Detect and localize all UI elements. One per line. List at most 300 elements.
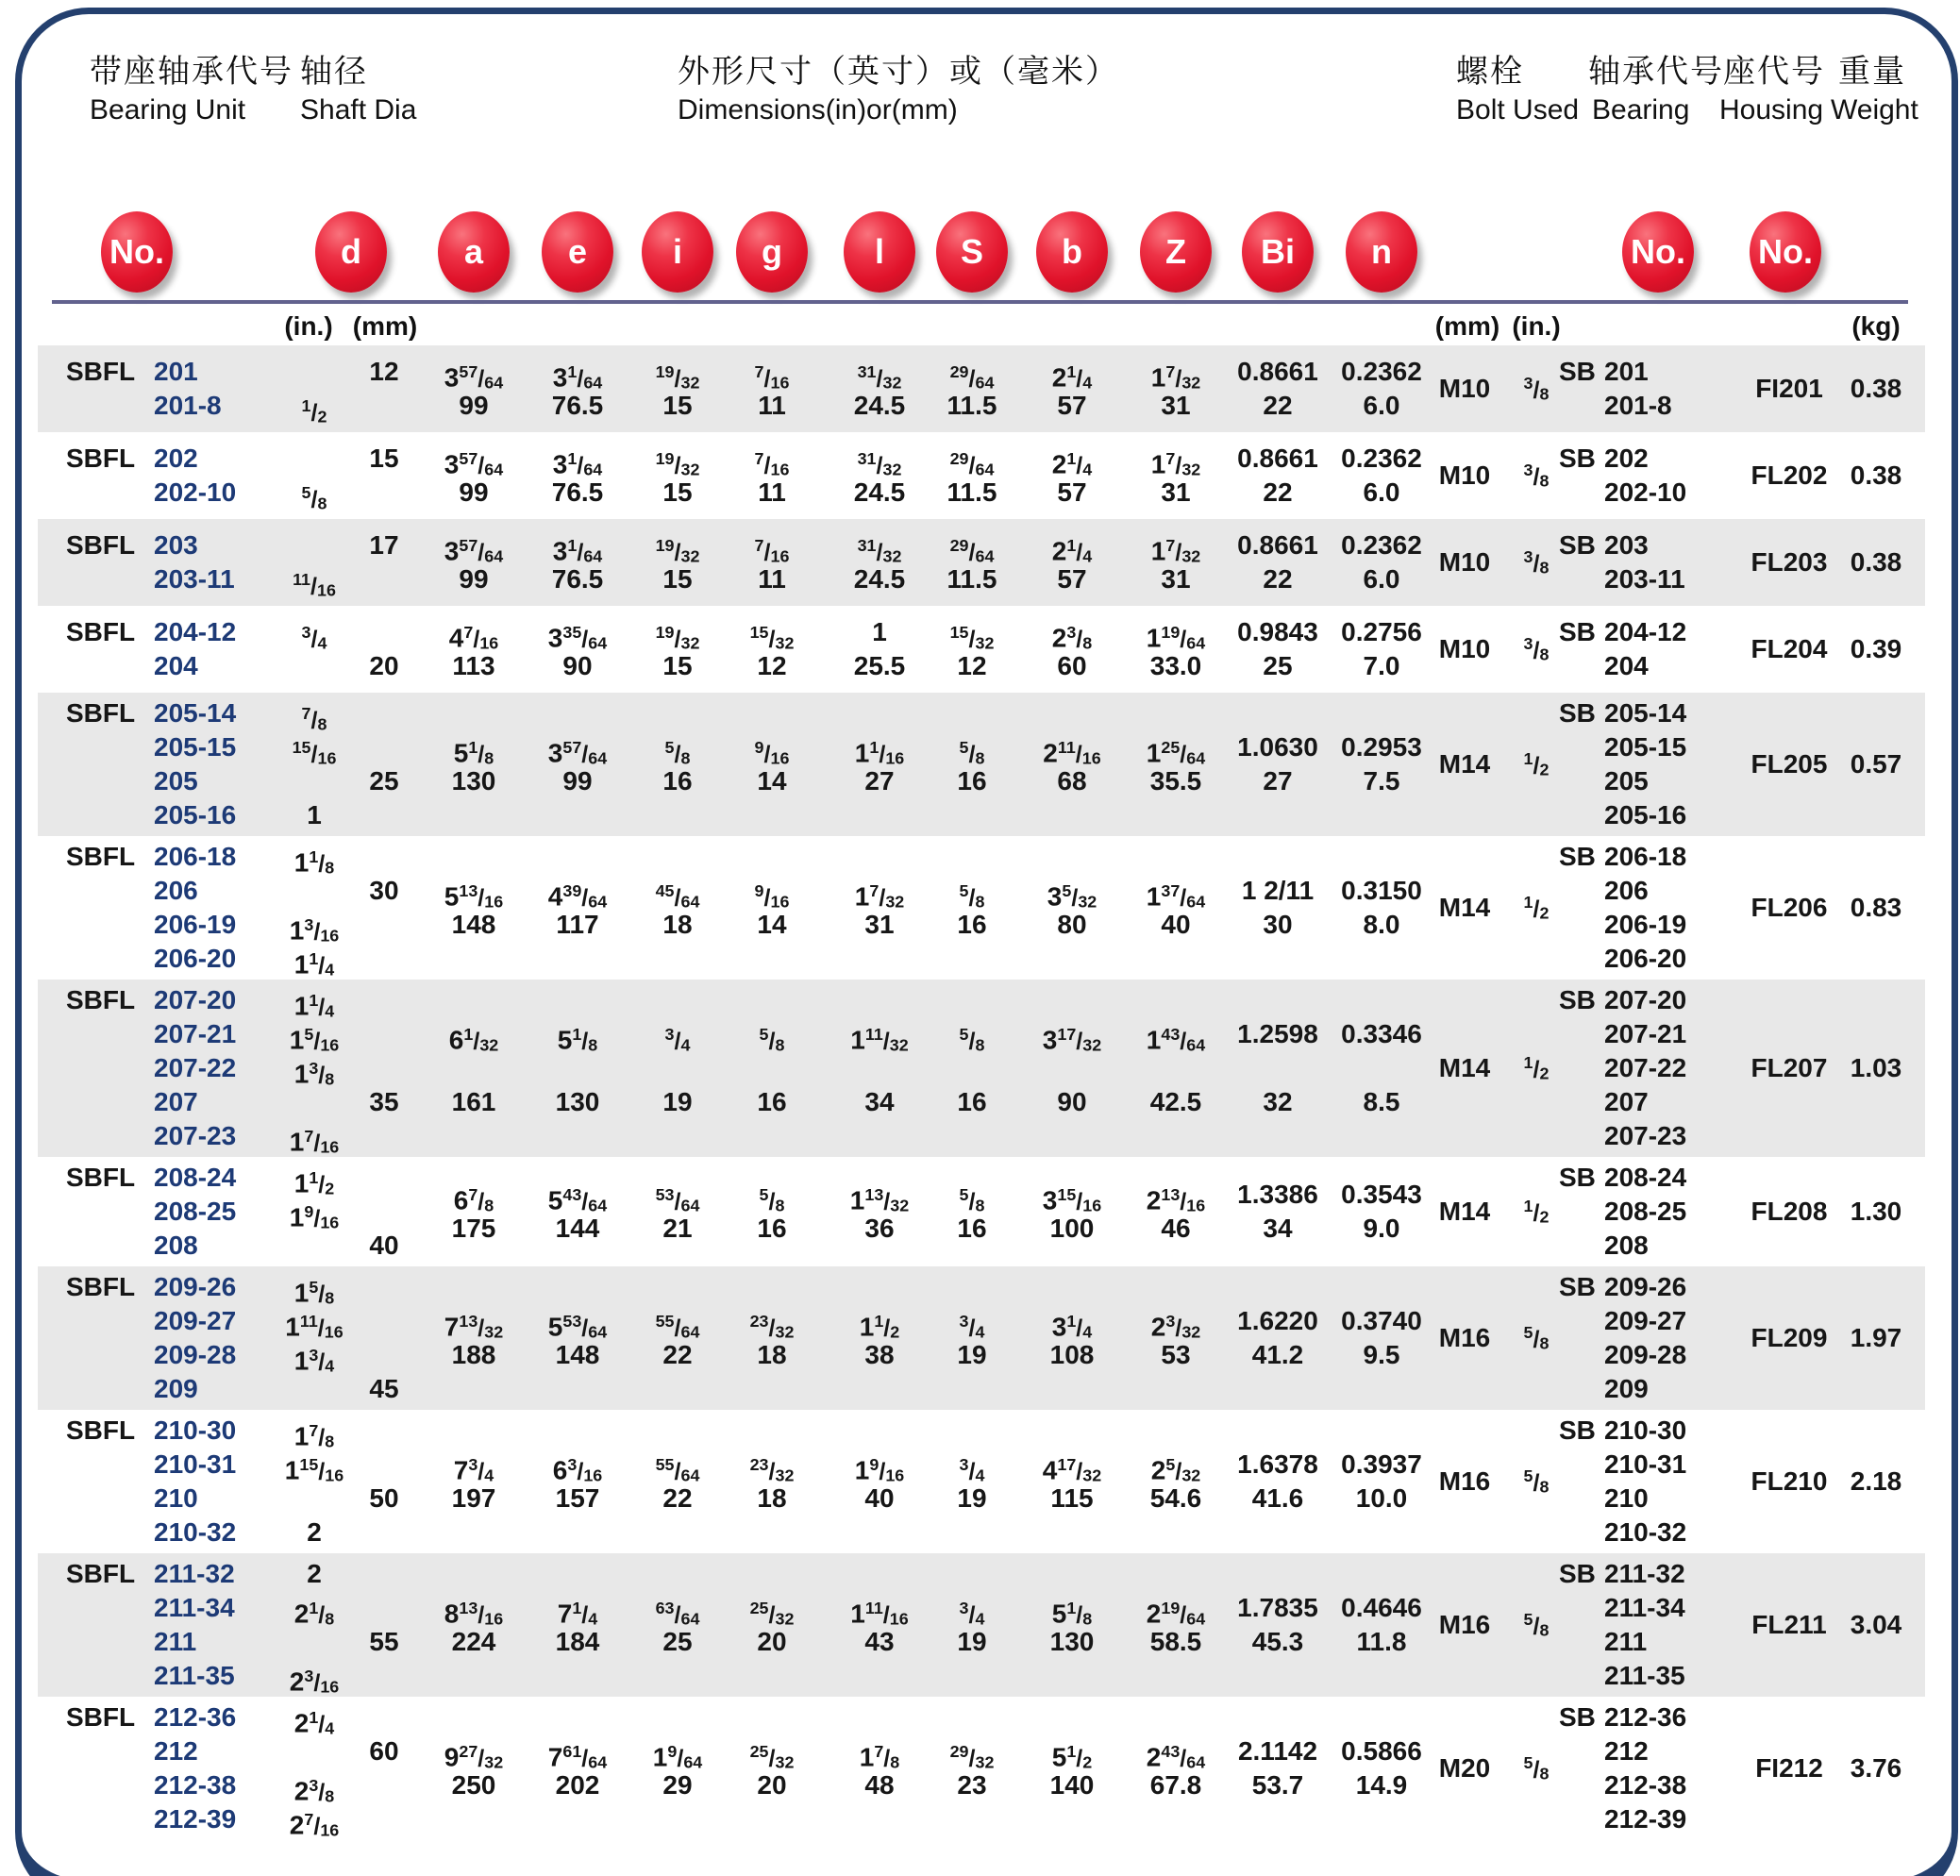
dim-Z-inch: $1^{25}/64$ <box>1146 738 1206 768</box>
dim-col-Z <box>1147 1157 1205 1266</box>
dim-a-mm: 99 <box>459 477 489 507</box>
column-badge-a-2 <box>438 211 510 293</box>
column-badge-n-11 <box>1346 211 1417 293</box>
housing-number-value: FL205 <box>1751 749 1828 779</box>
bolt-size <box>1439 1410 1490 1553</box>
dim-b-mm: 57 <box>1057 391 1087 420</box>
dim-col-g <box>755 345 790 432</box>
dim-col-S <box>947 432 997 519</box>
dim-S-inch: $^5$/8 <box>959 738 985 768</box>
dim-col-i <box>653 1697 702 1840</box>
bearing-prefix: SB <box>1559 698 1596 728</box>
dim-col-S <box>957 1553 986 1697</box>
dim-col-b <box>1052 345 1093 432</box>
dim-e-inch: $4^{39}/64$ <box>547 881 608 912</box>
dim-S-mm: 11.5 <box>946 564 997 594</box>
dim-col-a <box>452 1410 496 1553</box>
shaft-dia-mm: 20 <box>369 651 399 680</box>
dim-i-mm: 21 <box>662 1214 693 1243</box>
shaft-dia-mm: 15 <box>369 444 399 473</box>
bearing-table-body <box>38 345 1925 1840</box>
bearing-prefix: SB <box>1559 842 1596 871</box>
unit-prefix: SBFL <box>66 1415 136 1445</box>
dim-l-inch: $^{31}$/32 <box>857 536 902 566</box>
dim-col-g <box>750 606 795 693</box>
dim-col-g <box>750 1697 795 1840</box>
column-badge-no-12 <box>1622 211 1694 293</box>
dim-e-inch: $3^{57}/64$ <box>547 738 608 768</box>
bearing-number: 202-10 <box>1604 477 1687 507</box>
dim-Bi-inch: 1.2598 <box>1237 1019 1318 1048</box>
dim-S-inch: $^{29}$/64 <box>949 449 995 479</box>
dim-b-inch: $2^1/4$ <box>1051 536 1093 566</box>
dim-l-inch: $1^7/8$ <box>859 1742 900 1772</box>
dim-col-i <box>656 1266 700 1410</box>
dim-col-e <box>548 606 607 693</box>
shaft-dia-in: $^{15}$/16 <box>292 738 337 768</box>
dim-i-inch: $^{19}$/32 <box>655 536 700 566</box>
dim-S-mm: 11.5 <box>946 477 997 507</box>
column-badge-i-4 <box>642 211 713 293</box>
bolt-inch <box>1524 693 1550 836</box>
dim-col-n <box>1341 693 1422 836</box>
dim-a-mm: 130 <box>451 766 496 796</box>
dim-a-inch: $7^3/4$ <box>453 1455 494 1485</box>
header-housing-zh: 座代号 <box>1723 54 1825 90</box>
dim-i-mm: 22 <box>662 1340 693 1369</box>
unit-prefix: SBFL <box>66 1163 136 1192</box>
dim-col-Z <box>1147 693 1205 836</box>
header-bearing-en: Bearing <box>1592 94 1690 126</box>
bearing-number: 209-26 <box>1604 1272 1687 1301</box>
dim-col-i <box>656 836 700 980</box>
bearing-number: 201-8 <box>1604 391 1672 420</box>
dim-col-g <box>755 836 790 980</box>
dim-S-inch: $^{29}$/64 <box>949 536 995 566</box>
unit-prefix: SBFL <box>66 530 136 560</box>
dim-a-mm: 250 <box>451 1770 496 1800</box>
dim-g-inch: $^7$/16 <box>754 362 790 393</box>
unit-number: 212 <box>154 1736 198 1766</box>
unit-number: 205-15 <box>154 732 237 762</box>
dim-col-b <box>1050 1697 1095 1840</box>
bolt-inch-value: $^1$/2 <box>1523 748 1550 779</box>
dim-n-mm: 6.0 <box>1363 391 1400 420</box>
housing-number <box>1751 1553 1826 1697</box>
dim-n-inch: 0.5866 <box>1341 1736 1422 1766</box>
dim-Z-mm: 42.5 <box>1149 1087 1202 1116</box>
dim-e-inch: $3^1/64$ <box>552 362 603 393</box>
unit-prefix: SBFL <box>66 617 136 646</box>
bearing-number: 208 <box>1604 1231 1649 1260</box>
weight-kg-value: 0.38 <box>1850 547 1902 577</box>
unit-number: 203-11 <box>154 564 235 594</box>
dim-S-inch: $^3$/4 <box>959 1455 985 1485</box>
dim-e-inch: $7^{61}/64$ <box>547 1742 608 1772</box>
dim-S-mm: 11.5 <box>946 391 997 420</box>
dim-a-inch: $3^{57}/64$ <box>444 449 504 479</box>
dim-Bi-mm: 41.2 <box>1251 1340 1304 1369</box>
header-bearing-unit-en: Bearing Unit <box>90 94 246 126</box>
housing-number-value: FL211 <box>1751 1610 1827 1639</box>
dim-a-mm: 99 <box>459 564 489 594</box>
dim-col-i <box>656 1410 700 1553</box>
dim-e-mm: 99 <box>562 766 593 796</box>
dim-g-inch: $^{15}$/32 <box>749 623 795 653</box>
housing-number <box>1751 980 1828 1157</box>
shaft-dia-in: $1^1/4$ <box>293 991 335 1021</box>
dim-S-mm: 16 <box>957 1214 987 1243</box>
bearing-prefix: SB <box>1559 530 1596 560</box>
dim-e-mm: 76.5 <box>551 564 604 594</box>
dim-b-mm: 60 <box>1057 651 1087 680</box>
bolt-size-value: M10 <box>1438 634 1491 663</box>
dim-Z-mm: 46 <box>1161 1214 1191 1243</box>
dim-e-mm: 90 <box>562 651 593 680</box>
dim-i-inch: $^{19}$/32 <box>655 362 700 393</box>
dim-a-mm: 197 <box>451 1483 496 1513</box>
unit-number: 206-19 <box>154 910 237 939</box>
dim-Bi-inch: 1.7835 <box>1237 1593 1318 1622</box>
dim-a-inch: $5^1/8$ <box>453 738 494 768</box>
unit-number: 210-30 <box>154 1415 237 1445</box>
unit-number: 202 <box>154 444 198 473</box>
dim-b-mm: 57 <box>1057 564 1087 594</box>
dim-col-n <box>1341 980 1422 1157</box>
weight-kg <box>1851 519 1902 606</box>
dim-g-mm: 12 <box>757 651 787 680</box>
housing-number-value: FL203 <box>1751 547 1828 577</box>
column-badge-label: d <box>341 232 361 271</box>
weight-kg <box>1851 1410 1902 1553</box>
dim-Z-inch: $2^{19}/64$ <box>1146 1599 1206 1629</box>
bolt-inch-value: $^5$/8 <box>1523 1322 1550 1353</box>
dim-i-mm: 29 <box>662 1770 693 1800</box>
dim-Bi-inch: 1.6220 <box>1237 1306 1318 1335</box>
unit-number: 210-31 <box>154 1449 237 1479</box>
dim-col-Bi <box>1237 1266 1318 1410</box>
dim-a-mm: 161 <box>451 1087 496 1116</box>
bolt-inch <box>1524 836 1550 980</box>
dim-col-i <box>656 1157 700 1266</box>
dim-e-mm: 76.5 <box>551 477 604 507</box>
dim-Bi-mm: 34 <box>1263 1214 1293 1243</box>
dim-col-e <box>556 1553 600 1697</box>
table-row-group-203 <box>38 519 1925 606</box>
bearing-prefix: SB <box>1559 1702 1596 1732</box>
unit-number: 201 <box>154 357 198 386</box>
bolt-size <box>1439 1157 1490 1266</box>
dim-col-S <box>957 980 986 1157</box>
housing-number-value: FI201 <box>1755 374 1823 403</box>
header-dimensions-en: Dimensions(in)or(mm) <box>678 94 958 126</box>
column-badge-label: a <box>463 232 484 271</box>
dim-col-e <box>548 836 607 980</box>
dim-Z-inch: $2^5/32$ <box>1150 1455 1201 1485</box>
column-badge-label: l <box>874 232 884 271</box>
bearing-number: 209 <box>1604 1374 1649 1403</box>
dim-l-inch: $1^{13}/32$ <box>849 1185 910 1215</box>
weight-kg <box>1851 836 1902 980</box>
dim-Bi-mm: 22 <box>1263 477 1293 507</box>
weight-kg-value: 1.97 <box>1850 1323 1902 1352</box>
bolt-size-value: M10 <box>1438 374 1491 403</box>
dim-col-b <box>1052 432 1093 519</box>
dim-Bi-mm: 30 <box>1263 910 1293 939</box>
dim-col-l <box>855 836 904 980</box>
dim-Bi-inch: 1.0630 <box>1237 732 1318 762</box>
shaft-dia-in: $1^5/16$ <box>289 1025 340 1055</box>
dim-e-mm: 144 <box>555 1214 600 1243</box>
bolt-inch-value: $^5$/8 <box>1523 1466 1550 1497</box>
bolt-inch-value: $^3$/8 <box>1523 373 1550 404</box>
dim-n-mm: 11.8 <box>1356 1627 1407 1656</box>
dim-Bi-inch: 0.8661 <box>1237 444 1318 473</box>
bolt-inch <box>1524 606 1550 693</box>
dim-g-inch: $^7$/16 <box>754 536 790 566</box>
table-row-group-204-12 <box>38 606 1925 693</box>
dim-col-l <box>854 519 906 606</box>
bearing-number: 212-39 <box>1604 1804 1687 1834</box>
unit-number: 207 <box>154 1087 198 1116</box>
bolt-size <box>1439 345 1490 432</box>
dim-col-e <box>548 693 607 836</box>
dim-g-mm: 11 <box>758 477 786 507</box>
dim-col-g <box>757 1157 786 1266</box>
dim-l-mm: 24.5 <box>853 477 906 507</box>
bolt-size <box>1439 519 1490 606</box>
shaft-dia-mm: 35 <box>369 1087 399 1116</box>
unit-number: 211-34 <box>154 1593 235 1622</box>
dim-col-e <box>548 1157 607 1266</box>
unit-number: 210 <box>154 1483 198 1513</box>
dim-col-S <box>957 1157 986 1266</box>
shaft-dia-in: $1^7/8$ <box>293 1421 335 1451</box>
weight-kg <box>1851 1553 1902 1697</box>
shaft-dia-in: $1^{11}/16$ <box>285 1312 343 1342</box>
bearing-number: 208-24 <box>1604 1163 1687 1192</box>
bearing-number: 206-19 <box>1604 910 1687 939</box>
dim-S-inch: $^{29}$/64 <box>949 362 995 393</box>
unit-prefix: SBFL <box>66 1559 136 1588</box>
dim-e-inch: $5^1/8$ <box>557 1025 598 1055</box>
dim-col-b <box>1047 836 1097 980</box>
dim-Z-mm: 33.0 <box>1149 651 1202 680</box>
dim-col-b <box>1043 1157 1101 1266</box>
dim-b-mm: 100 <box>1049 1214 1095 1243</box>
dim-Z-mm: 40 <box>1161 910 1191 939</box>
column-badge-label: No. <box>1631 232 1685 271</box>
shaft-dia-in: 2 <box>307 1517 322 1547</box>
bolt-inch-value: $^1$/2 <box>1523 1052 1550 1083</box>
column-badge-label: Bi <box>1261 232 1295 271</box>
unit-number: 209-26 <box>154 1272 237 1301</box>
unit-prefix: SBFL <box>66 1702 136 1732</box>
bolt-inch-value: $^3$/8 <box>1523 460 1550 491</box>
dim-g-inch: $^{25}$/32 <box>749 1742 795 1772</box>
bearing-number: 208-25 <box>1604 1197 1687 1226</box>
weight-kg-value: 0.39 <box>1850 634 1902 663</box>
dim-col-i <box>656 345 700 432</box>
bearing-number: 201 <box>1604 357 1649 386</box>
dim-n-inch: 0.3740 <box>1341 1306 1422 1335</box>
dim-col-Bi <box>1237 1553 1318 1697</box>
dim-e-inch: $6^3/16$ <box>552 1455 603 1485</box>
bearing-prefix: SB <box>1559 357 1596 386</box>
dim-g-mm: 20 <box>757 1627 787 1656</box>
dim-Z-mm: 67.8 <box>1149 1770 1202 1800</box>
dim-e-mm: 130 <box>555 1087 600 1116</box>
shaft-dia-mm: 45 <box>369 1374 399 1403</box>
shaft-dia-mm: 40 <box>369 1231 399 1260</box>
dim-col-l <box>854 432 906 519</box>
dim-n-mm: 6.0 <box>1363 564 1400 594</box>
dim-S-inch: $^{29}$/32 <box>949 1742 995 1772</box>
unit-number: 212-38 <box>154 1770 237 1800</box>
dim-col-a <box>449 606 498 693</box>
dim-col-b <box>1050 1266 1095 1410</box>
bolt-size-value: M16 <box>1438 1466 1491 1496</box>
dim-e-mm: 202 <box>555 1770 600 1800</box>
dim-col-b <box>1043 693 1100 836</box>
dim-i-mm: 15 <box>662 651 693 680</box>
dim-col-Bi <box>1237 432 1318 519</box>
dim-Z-mm: 58.5 <box>1149 1627 1202 1656</box>
shaft-dia-mm: 50 <box>369 1483 399 1513</box>
unit-number: 209 <box>154 1374 198 1403</box>
unit-number: 205 <box>154 766 198 796</box>
housing-number-value: FL206 <box>1751 893 1828 922</box>
dim-col-n <box>1341 1157 1422 1266</box>
dim-a-mm: 148 <box>451 910 496 939</box>
dim-n-inch: 0.3346 <box>1341 1019 1422 1048</box>
dim-S-mm: 16 <box>957 910 987 939</box>
dim-g-mm: 18 <box>757 1483 787 1513</box>
column-badge-label: e <box>567 232 588 271</box>
bearing-number: 205-16 <box>1604 800 1687 829</box>
bearing-number: 212 <box>1604 1736 1649 1766</box>
dim-b-inch: $2^1/4$ <box>1051 362 1093 393</box>
dim-i-mm: 25 <box>662 1627 693 1656</box>
bearing-number: 209-27 <box>1604 1306 1687 1335</box>
dim-n-mm: 9.0 <box>1363 1214 1400 1243</box>
dim-col-n <box>1341 1266 1422 1410</box>
dim-col-Z <box>1151 1266 1200 1410</box>
bolt-size-value: M10 <box>1438 547 1491 577</box>
weight-kg <box>1851 1266 1902 1410</box>
dim-e-inch: $7^1/4$ <box>557 1599 598 1629</box>
bearing-prefix: SB <box>1559 1163 1596 1192</box>
dim-S-mm: 16 <box>957 1087 987 1116</box>
dim-b-mm: 68 <box>1057 766 1087 796</box>
column-badge-label: Z <box>1165 232 1186 271</box>
bolt-size-value: M14 <box>1438 749 1491 779</box>
bearing-number: 205 <box>1604 766 1649 796</box>
dim-l-inch: $1^9/16$ <box>854 1455 905 1485</box>
dim-g-mm: 16 <box>757 1214 787 1243</box>
housing-number-value: FI212 <box>1755 1753 1823 1783</box>
dim-col-Bi <box>1237 606 1318 693</box>
dim-S-inch: $^5$/8 <box>959 1185 985 1215</box>
dim-a-inch: $7^{13}/32$ <box>444 1312 504 1342</box>
column-badge-label: n <box>1371 232 1392 271</box>
bolt-inch-value: $^5$/8 <box>1523 1609 1550 1640</box>
shaft-dia-mm: 55 <box>369 1627 399 1656</box>
dim-col-Z <box>1147 1553 1205 1697</box>
dim-e-inch: $3^{35}/64$ <box>547 623 608 653</box>
dim-col-Bi <box>1237 519 1318 606</box>
shaft-dia-in: $1^3/4$ <box>293 1346 335 1376</box>
dim-S-inch: $^3$/4 <box>959 1599 985 1629</box>
header-shaft-dia-zh: 轴径 <box>300 54 368 90</box>
dim-l-mm: 27 <box>864 766 895 796</box>
dim-g-inch: $^5$/8 <box>759 1025 785 1055</box>
column-badge-l-6 <box>844 211 915 293</box>
dim-a-inch: $4^7/16$ <box>448 623 499 653</box>
column-badge-no-13 <box>1750 211 1821 293</box>
bolt-inch <box>1524 1157 1550 1266</box>
dim-a-inch: $6^1/32$ <box>448 1025 499 1055</box>
unit-number: 202-10 <box>154 477 237 507</box>
dim-col-a <box>444 345 503 432</box>
housing-number-value: FL204 <box>1751 634 1828 663</box>
weight-kg-value: 3.76 <box>1850 1753 1902 1783</box>
dim-col-a <box>444 836 503 980</box>
dim-n-inch: 0.3543 <box>1341 1180 1422 1209</box>
dim-col-n <box>1341 836 1422 980</box>
dim-n-mm: 14.9 <box>1355 1770 1408 1800</box>
dim-col-S <box>950 1697 995 1840</box>
dim-Z-inch: $2^{13}/16$ <box>1146 1185 1206 1215</box>
table-row-group-201 <box>38 345 1925 432</box>
dim-i-mm: 15 <box>662 564 693 594</box>
dim-e-mm: 157 <box>555 1483 600 1513</box>
housing-number <box>1751 606 1828 693</box>
dim-g-inch: $^9$/16 <box>754 738 790 768</box>
shaft-dia-in: $1^3/16$ <box>289 915 340 946</box>
column-badge-label: g <box>762 232 782 271</box>
dim-col-e <box>552 519 604 606</box>
unit-number: 201-8 <box>154 391 222 420</box>
table-row-group-205-14 <box>38 693 1925 836</box>
dim-l-mm: 24.5 <box>853 564 906 594</box>
dim-col-g <box>757 980 786 1157</box>
dim-n-mm: 8.5 <box>1363 1087 1400 1116</box>
dim-Bi-inch: 0.8661 <box>1237 530 1318 560</box>
bolt-size <box>1439 980 1490 1157</box>
dim-Bi-mm: 32 <box>1263 1087 1293 1116</box>
dim-col-a <box>444 1266 503 1410</box>
unit-prefix: SBFL <box>66 698 136 728</box>
dim-col-a <box>449 980 498 1157</box>
dim-col-g <box>750 1553 795 1697</box>
bolt-size <box>1439 432 1490 519</box>
dim-g-mm: 20 <box>757 1770 787 1800</box>
column-badge-s-7 <box>936 211 1008 293</box>
header-weight-en: Weight <box>1831 94 1918 126</box>
dim-b-inch: $3^5/32$ <box>1047 881 1097 912</box>
dim-col-n <box>1341 1697 1422 1840</box>
dim-col-a <box>452 693 496 836</box>
dim-S-mm: 12 <box>957 651 987 680</box>
dim-g-inch: $^{25}$/32 <box>749 1599 795 1629</box>
bolt-inch <box>1524 1266 1550 1410</box>
table-row-group-208-24 <box>38 1157 1925 1266</box>
column-badge-e-3 <box>542 211 613 293</box>
dim-b-inch: $2^3/8$ <box>1051 623 1093 653</box>
dim-Bi-mm: 22 <box>1263 564 1293 594</box>
unit-prefix: SBFL <box>66 357 136 386</box>
